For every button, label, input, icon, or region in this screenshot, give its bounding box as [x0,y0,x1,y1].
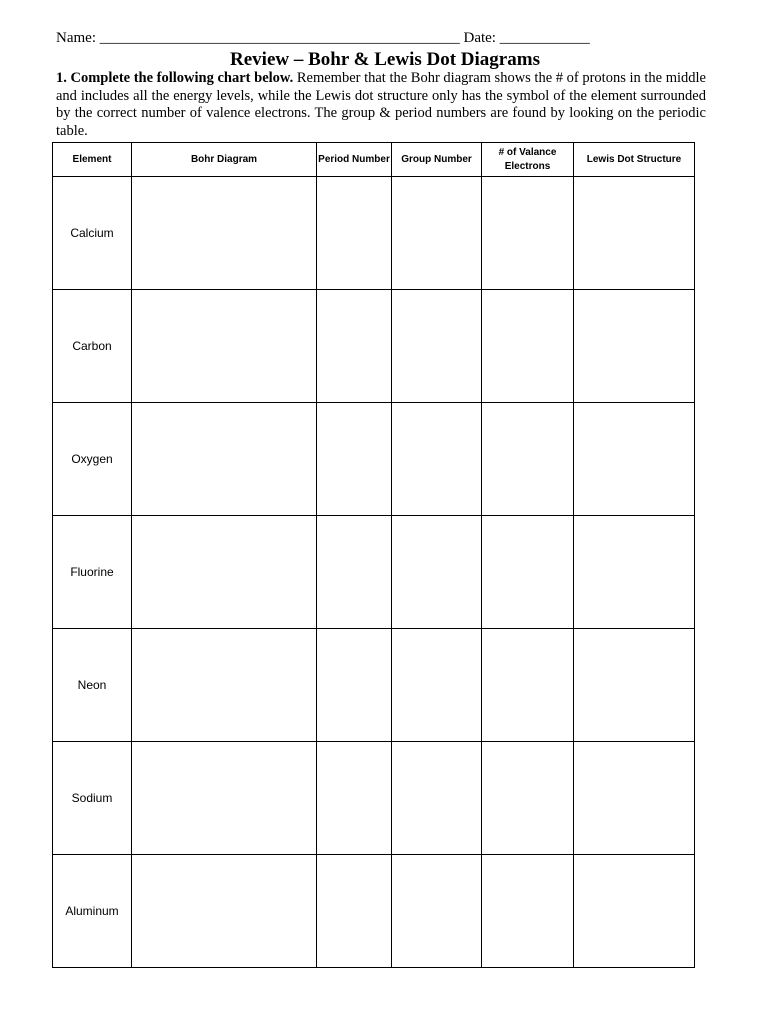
lewis-dot-structure-cell[interactable] [574,516,695,629]
valence-electrons-cell[interactable] [482,403,574,516]
lewis-dot-structure-cell[interactable] [574,403,695,516]
lewis-dot-structure-cell[interactable] [574,629,695,742]
period-number-cell[interactable] [317,855,392,968]
element-cell: Fluorine [53,516,132,629]
period-number-cell[interactable] [317,742,392,855]
lewis-dot-structure-cell[interactable] [574,855,695,968]
period-number-cell[interactable] [317,516,392,629]
bohr-diagram-cell[interactable] [132,855,317,968]
lewis-dot-structure-cell[interactable] [574,177,695,290]
bohr-diagram-cell[interactable] [132,629,317,742]
group-number-cell[interactable] [392,290,482,403]
period-number-cell[interactable] [317,403,392,516]
table-row [53,290,695,403]
column-header-bohr-diagram: Bohr Diagram [132,143,317,177]
date-label: Date: [459,30,500,46]
valence-electrons-cell[interactable] [482,855,574,968]
instructions [56,70,706,140]
element-cell: Calcium [53,177,132,290]
group-number-cell[interactable] [392,742,482,855]
column-header-valence-electrons: # of Valance Electrons [482,143,574,177]
table-row [53,403,695,516]
table-row [53,516,695,629]
instructions-lead: 1. Complete the following chart below. [56,70,294,86]
element-cell: Oxygen [53,403,132,516]
group-number-cell[interactable] [392,403,482,516]
period-number-cell[interactable] [317,177,392,290]
period-number-cell[interactable] [317,629,392,742]
group-number-cell[interactable] [392,177,482,290]
name-field[interactable]: ________________________________________________ [99,30,460,46]
group-number-cell[interactable] [392,516,482,629]
period-number-cell[interactable] [317,290,392,403]
table-header-row [53,143,695,177]
column-header-lewis-dot-structure: Lewis Dot Structure [574,143,695,177]
valence-electrons-cell[interactable] [482,629,574,742]
table-row [53,177,695,290]
table-row [53,629,695,742]
group-number-cell[interactable] [392,855,482,968]
instructions-body: Remember that the Bohr diagram shows the # of protons in the middle and includes all the energy levels, while the Lewis dot structure only has the symbol of the element surrounded by the correct number of valence electrons. The group & period numbers are found by looking on the periodic table. [56,70,706,139]
name-label: Name: [56,30,100,46]
column-header-element: Element [53,143,132,177]
table-row [53,742,695,855]
valence-electrons-cell[interactable] [482,290,574,403]
bohr-diagram-cell[interactable] [132,403,317,516]
valence-electrons-cell[interactable] [482,516,574,629]
bohr-diagram-cell[interactable] [132,516,317,629]
table-row [53,855,695,968]
bohr-diagram-cell[interactable] [132,177,317,290]
element-cell: Aluminum [53,855,132,968]
date-field[interactable]: ____________ [499,30,590,46]
lewis-dot-structure-cell[interactable] [574,742,695,855]
element-cell: Sodium [53,742,132,855]
column-header-group-number: Group Number [392,143,482,177]
element-cell: Neon [53,629,132,742]
bohr-diagram-cell[interactable] [132,290,317,403]
valence-electrons-cell[interactable] [482,177,574,290]
name-date-line [56,30,702,47]
bohr-lewis-chart [52,142,695,968]
page-title: Review – Bohr & Lewis Dot Diagrams [230,49,540,70]
element-cell: Carbon [53,290,132,403]
bohr-diagram-cell[interactable] [132,742,317,855]
column-header-period-number: Period Number [317,143,392,177]
valence-electrons-cell[interactable] [482,742,574,855]
lewis-dot-structure-cell[interactable] [574,290,695,403]
group-number-cell[interactable] [392,629,482,742]
